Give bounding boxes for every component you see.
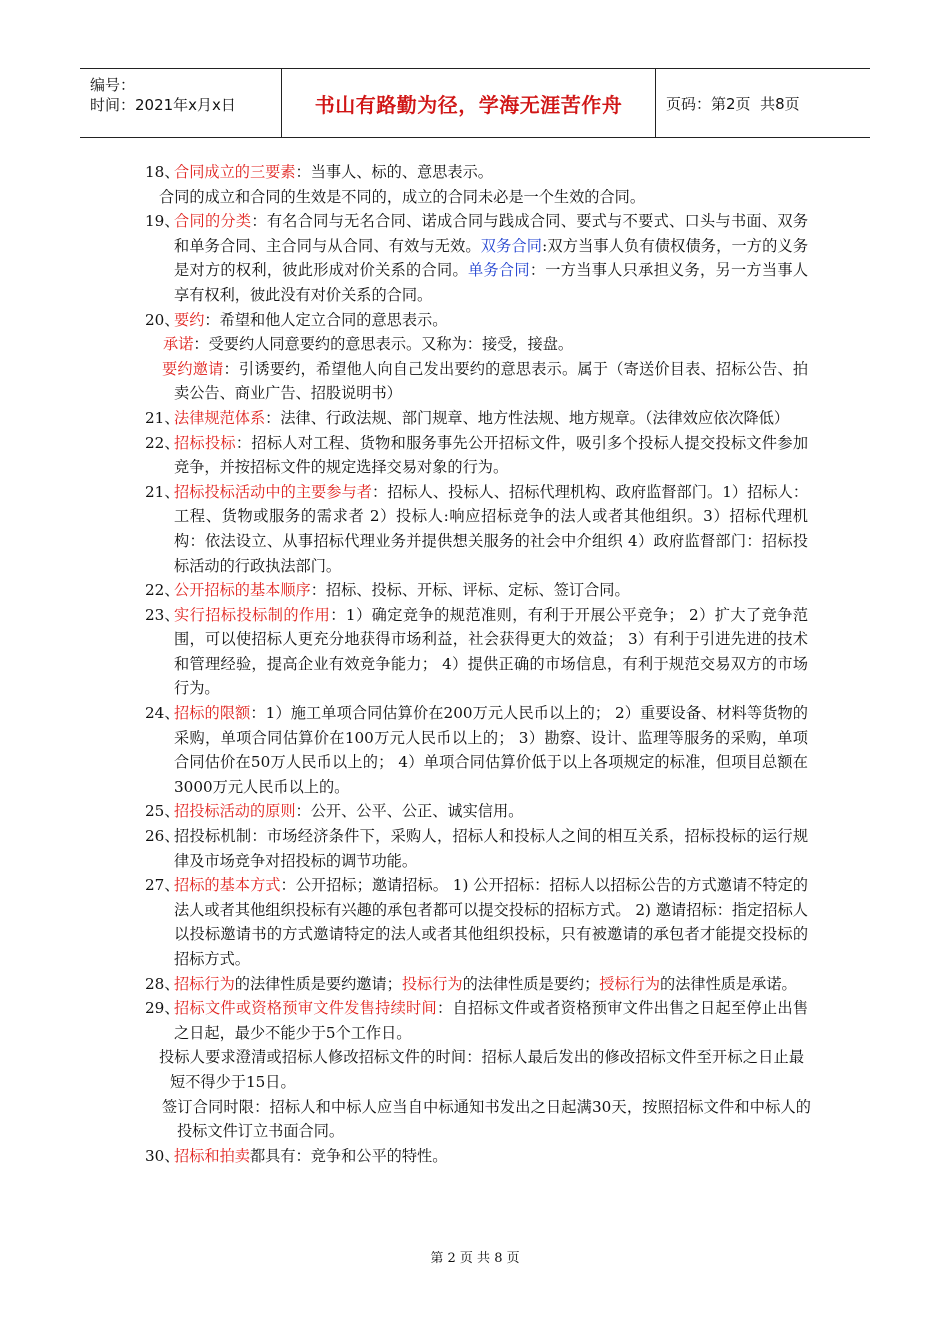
item-29	[0, 996, 808, 1045]
item-term: 公开招标的基本顺序	[174, 581, 311, 600]
item-term: 招标文件或资格预审文件发售持续时间	[174, 999, 437, 1018]
item-text: ：招标人、投标人、招标代理机构、政府监督部门。1）招标人：工程、货物或服务的需求者 2）投标人:响应招标竞争的法人或者其他组织。3）招标代理机构：依法设立、从事招标代理业务并提供想关服务的社会中介组织 4）政府监督部门：招标投标活动的行政执法部门。	[174, 482, 809, 575]
item-text: 招投标机制：市场经济条件下，采购人，招标人和投标人之间的相互关系，招标投标的运行规律及市场竞争对招投标的调节功能。	[174, 827, 808, 870]
item-text: ：1）确定竞争的规范准则，有利于开展公平竞争； 2）扩大了竞争范围，可以使招标人更充分地获得市场利益，社会获得更大的效益； 3）有利于引进先进的技术和管理经验，提高企业有效竞争能力； 4）提供正确的市场信息，有利于规范交易双方的市场行为。	[174, 605, 809, 698]
item-term-bilateral: 双务合同	[480, 236, 543, 255]
item-number: 22、	[145, 581, 180, 600]
item-text: 的法律性质是要约邀请；	[234, 974, 402, 993]
item-number: 24、	[145, 704, 180, 723]
item-text: ：招标人对工程、货物和服务事先公开招标文件，吸引多个投标人提交投标文件参加竞争，并按招标文件的规定选择交易对象的行为。	[174, 433, 809, 477]
item-27	[0, 873, 808, 971]
item-number: 19、	[145, 212, 180, 231]
item-22	[0, 431, 808, 480]
item-term: 要约	[174, 310, 205, 329]
item-28	[0, 972, 808, 997]
item-20-invitation	[0, 357, 808, 406]
item-term: 招标投标	[174, 433, 236, 452]
item-text: ：当事人、标的、意思表示。	[295, 163, 493, 181]
item-text: ：自招标文件或者资格预审文件出售之日起至停止出售之日起，最少不能少于5个工作日。	[174, 999, 809, 1042]
item-term: 合同的分类	[174, 212, 252, 231]
item-text: 的法律性质是要约；	[462, 974, 600, 993]
item-term: 招标和拍卖	[174, 1146, 250, 1165]
item-text: 签订合同时限：招标人和中标人应当自中标通知书发出之日起满30天，按照招标文件和中标人的投标文件订立书面合同。	[162, 1097, 811, 1141]
item-text: ：一方当事人只承担义务，另一方当事人享有权利，彼此没有对价关系的合同。	[174, 261, 809, 304]
item-26	[0, 824, 808, 873]
header-time: 时间：2021年x月x日	[90, 96, 236, 114]
item-21	[0, 406, 808, 431]
item-term: 要约邀请	[162, 359, 224, 378]
item-term: 法律规范体系	[174, 408, 266, 427]
item-20-acceptance	[0, 332, 811, 357]
item-term: 招标投标活动中的主要参与者	[174, 482, 372, 501]
item-18-note	[0, 185, 808, 210]
item-text: 投标人要求澄清或招标人修改招标文件的时间：招标人最后发出的修改招标文件至开标之日止最短不得少于15日。	[159, 1048, 804, 1091]
item-30	[0, 1144, 808, 1169]
item-number: 22、	[145, 433, 180, 452]
item-term: 招标行为	[174, 974, 235, 993]
item-19	[0, 209, 808, 307]
item-term: 投标行为	[401, 974, 463, 993]
header-motto: 书山有路勤为径，学海无涯苦作舟	[314, 92, 623, 117]
item-text: 都具有：竞争和公平的特性。	[249, 1146, 448, 1165]
item-text: ：受要约人同意要约的意思表示。又称为：接受，接盘。	[193, 335, 574, 354]
item-22-order	[0, 578, 808, 603]
item-number: 20、	[145, 310, 180, 329]
header-page-number: 页码：第2页 共8页	[666, 94, 800, 113]
item-number: 28、	[145, 974, 180, 993]
item-text: :双方当事人负有债权债务，一方的义务是对方的权利，彼此形成对价关系的合同。	[174, 236, 809, 280]
item-number: 21、	[145, 408, 180, 427]
item-term: 实行招标投标制的作用	[174, 605, 331, 624]
item-20	[0, 308, 808, 333]
item-number: 25、	[145, 802, 180, 821]
item-term-unilateral: 单务合同	[467, 261, 530, 280]
item-21-participants	[0, 480, 808, 578]
document-body	[0, 160, 950, 1168]
header-meta-cell	[80, 69, 282, 137]
header-page-cell	[656, 69, 870, 137]
item-term: 招投标活动的原则	[174, 802, 296, 821]
item-text: ：公开招标；邀请招标。 1) 公开招标：招标人以招标公告的方式邀请不特定的法人或者其他组织投标有兴趣的承包者都可以提交投标的招标方式。 2) 邀请招标：指定招标人以投标邀请书的方式邀请特定的法人或者其他组织投标，只有被邀请的承包者才能提交投标的招标方式。	[174, 876, 808, 968]
item-text: 合同的成立和合同的生效是不同的，成立的合同未必是一个生效的合同。	[159, 187, 645, 206]
item-number: 26、	[145, 827, 180, 846]
item-text: ：公开、公平、公正、诚实信用。	[295, 802, 524, 821]
item-text: ：引诱要约，希望他人向自己发出要约的意思表示。属于（寄送价目表、招标公告、拍卖公告、商业广告、招股说明书）	[174, 359, 809, 403]
item-term: 授标行为	[599, 974, 660, 993]
item-number: 21、	[145, 482, 180, 501]
item-number: 23、	[145, 605, 180, 624]
item-23	[0, 603, 808, 701]
item-term: 招标的限额	[174, 704, 251, 723]
item-term: 招标的基本方式	[174, 876, 281, 895]
header-motto-cell	[282, 69, 656, 137]
item-text: 的法律性质是承诺。	[660, 974, 797, 993]
item-text: ：希望和他人定立合同的意思表示。	[204, 310, 448, 329]
header-number: 编号：	[90, 76, 136, 94]
item-29-contract-deadline	[0, 1095, 811, 1144]
item-number: 27、	[145, 876, 180, 895]
item-text: ：1）施工单项合同估算价在200万元人民币以上的； 2）重要设备、材料等货物的采购，单项合同估算价在100万元人民币以上的； 3）勘察、设计、监理等服务的采购，单项合同估价在50万人民币以上的； 4）单项合同估算价低于以上各项规定的标准，但项目总额在3000万元人民币以上的。	[174, 704, 808, 796]
item-text: ：法律、行政法规、部门规章、地方性法规、地方规章。（法律效应依次降低）	[265, 408, 790, 427]
item-text: ：有名合同与无名合同、诺成合同与践成合同、要式与不要式、口头与书面、双务和单务合同、主合同与从合同、有效与无效。	[174, 212, 809, 255]
item-number: 18、	[145, 163, 180, 181]
item-24	[0, 701, 808, 799]
item-18	[0, 160, 808, 185]
page-footer: 第 2 页 共 8 页	[430, 1251, 520, 1266]
item-number: 29、	[145, 999, 180, 1018]
page-header	[80, 68, 870, 138]
item-29-clarification	[0, 1045, 804, 1094]
item-term: 合同成立的三要素	[174, 163, 296, 181]
item-term: 承诺	[163, 335, 194, 354]
item-25	[0, 799, 808, 824]
item-number: 30、	[145, 1146, 180, 1165]
item-text: ：招标、投标、开标、评标、定标、签订合同。	[310, 581, 630, 600]
